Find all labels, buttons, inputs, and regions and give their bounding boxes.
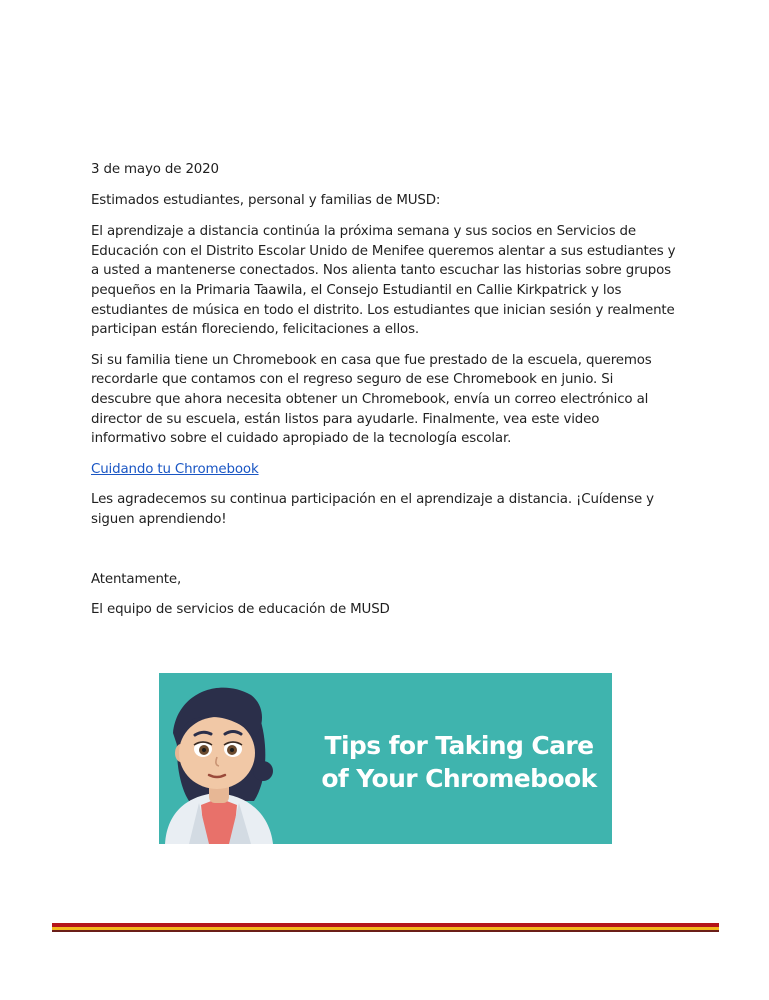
letter-paragraph-2: Si su familia tiene un Chromebook en casa que fue prestado de la escuela, queremos recordarle que contamos con el regreso seguro de ese Chromebook en junio. Si descubre que ahora necesita obtener un Chromebook, envía un correo electrónico al director de su escuela, están listos para ayudarle. Finalmente, vea este video informativo sobre el cuidado apropiado de la tecnología escolar.: [91, 352, 652, 447]
video-banner-title-line1: Tips for Taking Care: [324, 731, 594, 760]
letter-thanks: Les agradecemos su continua participación en el aprendizaje a distancia. ¡Cuídense y siguen aprendiendo!: [91, 492, 654, 527]
letter-greeting: Estimados estudiantes, personal y familias de MUSD:: [91, 192, 441, 208]
video-thumbnail-banner[interactable]: [159, 673, 612, 844]
letter-date: 3 de mayo de 2020: [91, 162, 219, 177]
video-link-line: [91, 460, 676, 480]
letter-paragraph-1: El aprendizaje a distancia continúa la próxima semana y sus socios en Servicios de Educación con el Distrito Escolar Unido de Menifee queremos alentar a sus estudiantes y a usted a mantenerse conectados. Nos alienta tanto escuchar las historias sobre grupos pequeños en la Primaria Taawila, el Consejo Estudiantil en Callie Kirkpatrick y los estudiantes de música en todo el distrito. Los estudiantes que inician sesión y realmente participan están floreciendo, felicitaciones a ellos.: [91, 224, 676, 338]
video-banner-title-line2: of Your Chromebook: [321, 764, 597, 793]
letter-body: [91, 160, 676, 620]
footer-stripe: [52, 923, 719, 932]
video-banner-title: [309, 729, 609, 795]
video-link[interactable]: Cuidando tu Chromebook: [91, 461, 259, 477]
letter-signature: El equipo de servicios de educación de MUSD: [91, 602, 390, 618]
letter-closing: Atentamente,: [91, 571, 182, 587]
teacher-avatar-icon: [159, 673, 289, 844]
footer-stripe-dark: [52, 930, 719, 932]
